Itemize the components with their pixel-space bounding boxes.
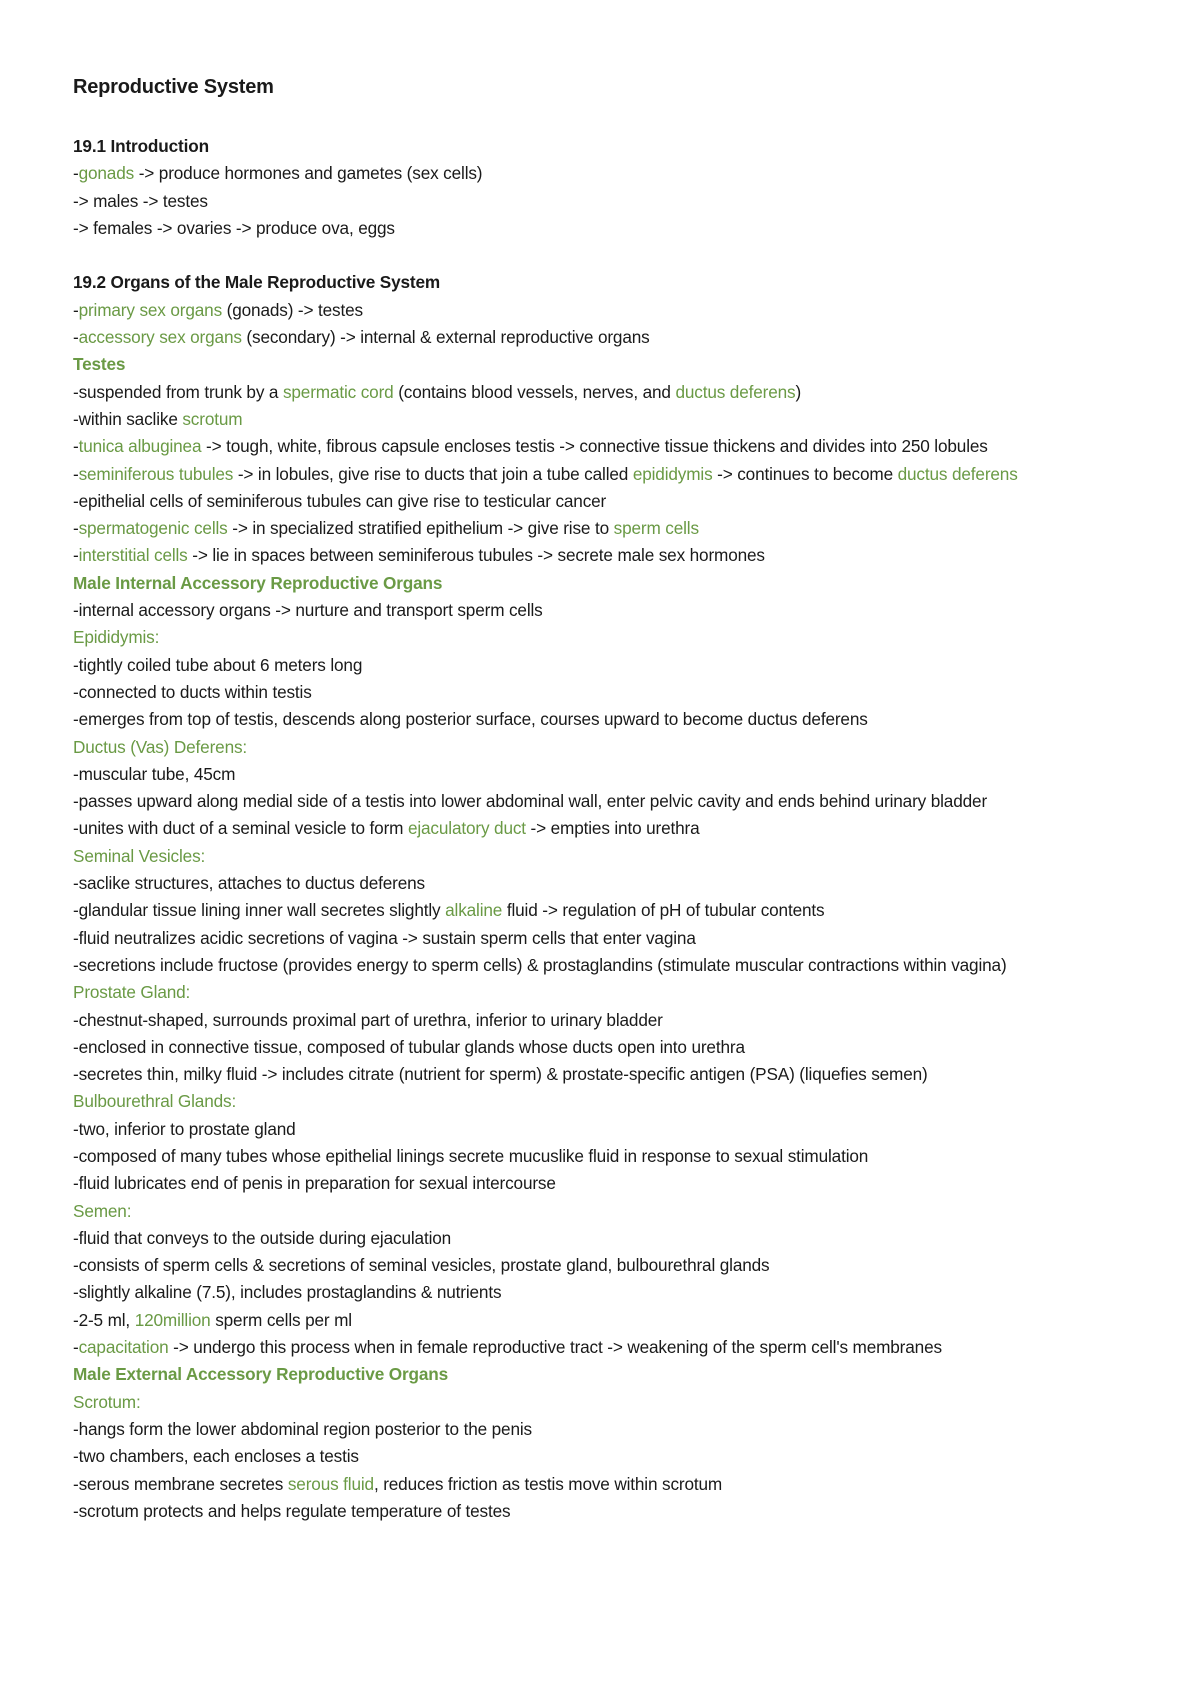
- note-line: [73, 925, 1158, 952]
- topic-label: Seminal Vesicles:: [73, 845, 206, 866]
- key-term: ductus deferens: [897, 463, 1018, 484]
- note-line: [73, 1116, 1158, 1143]
- note-line: [73, 542, 1158, 569]
- note-line: [73, 297, 1158, 324]
- note-text: -two chambers, each encloses a testis: [73, 1446, 359, 1467]
- note-text: -secretes thin, milky fluid -> includes citrate (nutrient for sperm) & prostate-specific antigen (PSA) (liquefies semen): [73, 1064, 928, 1085]
- note-text: -> in specialized stratified epithelium -> give rise to: [227, 518, 614, 539]
- note-text: -composed of many tubes whose epithelial linings secrete mucuslike fluid in response to sexual stimulation: [73, 1145, 869, 1166]
- note-line: [73, 597, 1158, 624]
- note-text: -: [73, 327, 79, 348]
- note-text: -: [73, 463, 79, 484]
- note-text: -> females -> ovaries -> produce ova, eggs: [73, 217, 395, 238]
- note-text: -: [73, 518, 79, 539]
- key-term: ejaculatory duct: [407, 818, 526, 839]
- section-heading: 19.1 Introduction: [73, 136, 209, 156]
- note-line: [73, 406, 1158, 433]
- note-text: -: [73, 436, 79, 457]
- note-line: [73, 1471, 1158, 1498]
- note-line: [73, 788, 1158, 815]
- key-term: ductus deferens: [675, 381, 796, 402]
- note-line: [73, 515, 1158, 542]
- note-line: [73, 1007, 1158, 1034]
- note-line: [73, 952, 1158, 979]
- note-line: [73, 1225, 1158, 1252]
- note-line: [73, 1498, 1158, 1525]
- topic-label: Bulbourethral Glands:: [73, 1091, 237, 1112]
- key-term: accessory sex organs: [78, 327, 242, 348]
- note-text: -saclike structures, attaches to ductus deferens: [73, 873, 426, 894]
- note-line: [73, 488, 1158, 515]
- key-term: epididymis: [632, 463, 713, 484]
- note-text: -slightly alkaline (7.5), includes prostaglandins & nutrients: [73, 1282, 502, 1303]
- note-line: [73, 461, 1158, 488]
- note-text: -> continues to become: [712, 463, 898, 484]
- document-body: [73, 133, 1158, 1525]
- note-text: -> tough, white, fibrous capsule encloses testis -> connective tissue thickens and divides into 250 lobules: [201, 436, 988, 457]
- note-text: -fluid that conveys to the outside during ejaculation: [73, 1227, 452, 1248]
- note-text: -chestnut-shaped, surrounds proximal part of urethra, inferior to urinary bladder: [73, 1009, 663, 1030]
- subheading: Male External Accessory Reproductive Organs: [73, 1364, 449, 1385]
- note-text: -fluid lubricates end of penis in preparation for sexual intercourse: [73, 1173, 556, 1194]
- note-text: -: [73, 299, 79, 320]
- note-line: [73, 324, 1158, 351]
- note-line: [73, 815, 1158, 842]
- key-term: spermatogenic cells: [78, 518, 228, 539]
- note-line: [73, 652, 1158, 679]
- note-line: [73, 761, 1158, 788]
- note-text: -within saclike: [73, 408, 183, 429]
- note-text: -hangs form the lower abdominal region posterior to the penis: [73, 1418, 532, 1439]
- subheading: Male Internal Accessory Reproductive Organs: [73, 572, 443, 593]
- note-line: [73, 1307, 1158, 1334]
- note-text: -: [73, 163, 79, 184]
- note-line: [73, 433, 1158, 460]
- note-text: -unites with duct of a seminal vesicle to form: [73, 818, 408, 839]
- note-text: -scrotum protects and helps regulate temperature of testes: [73, 1500, 511, 1521]
- note-text: -enclosed in connective tissue, composed of tubular glands whose ducts open into urethra: [73, 1036, 745, 1057]
- note-text: -> produce hormones and gametes (sex cells): [134, 163, 483, 184]
- note-text: -tightly coiled tube about 6 meters long: [73, 654, 363, 675]
- key-term: 120million: [134, 1309, 211, 1330]
- note-text: -suspended from trunk by a: [73, 381, 283, 402]
- note-text: -> lie in spaces between seminiferous tubules -> secrete male sex hormones: [187, 545, 765, 566]
- note-line: [73, 897, 1158, 924]
- note-line: [73, 1034, 1158, 1061]
- key-term: capacitation: [78, 1337, 169, 1358]
- note-text: -> in lobules, give rise to ducts that join a tube called: [233, 463, 633, 484]
- note-text: -secretions include fructose (provides energy to sperm cells) & prostaglandins (stimulate muscular contractions within vagina): [73, 954, 1007, 975]
- note-line: [73, 188, 1158, 215]
- note-text: -epithelial cells of seminiferous tubules can give rise to testicular cancer: [73, 490, 607, 511]
- section-heading: 19.2 Organs of the Male Reproductive System: [73, 272, 441, 293]
- blank-line: [73, 242, 1158, 269]
- note-text: -: [73, 1337, 79, 1358]
- note-text: , reduces friction as testis move within scrotum: [373, 1473, 723, 1494]
- note-text: -> males -> testes: [73, 190, 208, 211]
- note-line: [73, 1143, 1158, 1170]
- note-text: -: [73, 545, 79, 566]
- note-text: (contains blood vessels, nerves, and: [393, 381, 676, 402]
- note-line: [73, 160, 1158, 187]
- key-term: seminiferous tubules: [78, 463, 234, 484]
- note-line: [73, 1279, 1158, 1306]
- note-text: -consists of sperm cells & secretions of seminal vesicles, prostate gland, bulbourethral glands: [73, 1255, 770, 1276]
- note-text: -connected to ducts within testis: [73, 681, 312, 702]
- note-text: (secondary) -> internal & external reproductive organs: [241, 327, 650, 348]
- note-line: [73, 706, 1158, 733]
- note-text: -serous membrane secretes: [73, 1473, 288, 1494]
- topic-label: Epididymis:: [73, 627, 160, 648]
- key-term: sperm cells: [613, 518, 699, 539]
- key-term: scrotum: [182, 408, 243, 429]
- note-text: -> undergo this process when in female reproductive tract -> weakening of the sperm cell's membranes: [168, 1337, 942, 1358]
- note-text: -> empties into urethra: [525, 818, 700, 839]
- note-text: -2-5 ml,: [73, 1309, 135, 1330]
- note-line: [73, 1443, 1158, 1470]
- key-term: alkaline: [445, 900, 503, 921]
- note-text: -emerges from top of testis, descends along posterior surface, courses upward to become ductus deferens: [73, 709, 868, 730]
- note-line: [73, 379, 1158, 406]
- note-line: [73, 870, 1158, 897]
- topic-label: Ductus (Vas) Deferens:: [73, 736, 248, 757]
- note-line: [73, 1061, 1158, 1088]
- key-term: tunica albuginea: [78, 436, 202, 457]
- note-text: -internal accessory organs -> nurture and transport sperm cells: [73, 600, 543, 621]
- note-line: [73, 1252, 1158, 1279]
- note-text: -two, inferior to prostate gland: [73, 1118, 296, 1139]
- note-text: -passes upward along medial side of a testis into lower abdominal wall, enter pelvic cavity and ends behind urinary bladder: [73, 791, 988, 812]
- note-text: -fluid neutralizes acidic secretions of vagina -> sustain sperm cells that enter vagina: [73, 927, 696, 948]
- note-line: [73, 1170, 1158, 1197]
- topic-label: Prostate Gland:: [73, 982, 191, 1003]
- document-title: Reproductive System: [73, 76, 274, 98]
- key-term: spermatic cord: [282, 381, 394, 402]
- note-text: -glandular tissue lining inner wall secretes slightly: [73, 900, 446, 921]
- note-text: ): [795, 381, 802, 402]
- key-term: interstitial cells: [78, 545, 188, 566]
- key-term: gonads: [78, 163, 135, 184]
- topic-label: Semen:: [73, 1200, 132, 1221]
- topic-label: Scrotum:: [73, 1391, 141, 1412]
- note-text: fluid -> regulation of pH of tubular contents: [502, 900, 825, 921]
- note-line: [73, 1334, 1158, 1361]
- subheading: Testes: [73, 354, 126, 375]
- note-text: (gonads) -> testes: [222, 299, 363, 320]
- key-term: serous fluid: [287, 1473, 374, 1494]
- note-text: -muscular tube, 45cm: [73, 763, 236, 784]
- note-line: [73, 1416, 1158, 1443]
- note-text: sperm cells per ml: [210, 1309, 352, 1330]
- note-line: [73, 679, 1158, 706]
- key-term: primary sex organs: [78, 299, 223, 320]
- note-line: [73, 215, 1158, 242]
